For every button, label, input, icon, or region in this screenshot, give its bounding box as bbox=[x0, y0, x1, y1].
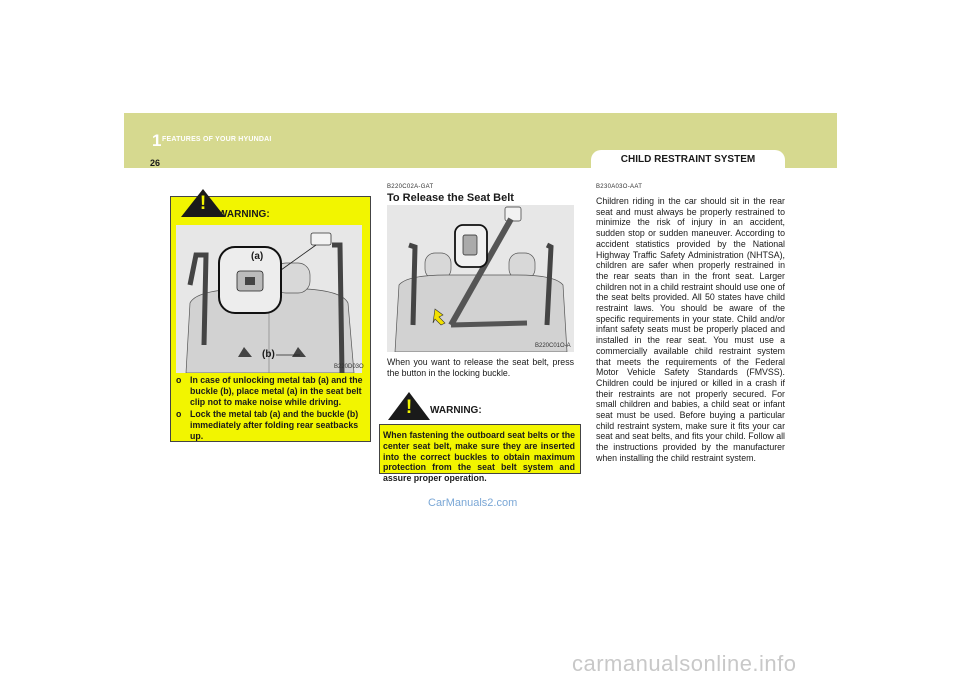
watermark-top: CarManuals2.com bbox=[428, 497, 518, 509]
list-item bbox=[176, 409, 366, 443]
middle-warning-text: When fastening the outboard seat belts or the center seat belt, make sure they are inserted into the correct buckles to obtain maximum protection from the seat belt system and assure proper operation. bbox=[383, 430, 575, 484]
list-bullet: o bbox=[176, 375, 182, 385]
left-warning-list bbox=[176, 375, 366, 442]
list-item-text: In case of unlocking metal tab (a) and the buckle (b), place metal (a) in the seat belt clip not to make noise while driving. bbox=[190, 375, 363, 408]
list-item-text: Lock the metal tab (a) and the buckle (b) immediately after folding rear seatbacks up. bbox=[190, 408, 359, 442]
section-title: CHILD RESTRAINT SYSTEM bbox=[591, 150, 785, 170]
warning-exclamation-icon: ! bbox=[405, 397, 413, 418]
figure-code: B220C01O-A bbox=[535, 343, 571, 349]
left-warning-title: WARNING: bbox=[218, 209, 270, 220]
section-code: B230A03O-AAT bbox=[596, 184, 643, 190]
figure-label-b: (b) bbox=[262, 349, 275, 360]
chapter-title: FEATURES OF YOUR HYUNDAI bbox=[162, 136, 272, 143]
seat-belt-release-figure bbox=[387, 205, 574, 352]
list-item bbox=[176, 375, 366, 409]
section-code: B220C02A-GAT bbox=[387, 184, 434, 190]
section-heading: To Release the Seat Belt bbox=[387, 192, 514, 204]
figure-code: B220D03O bbox=[334, 364, 364, 370]
middle-warning-title: WARNING: bbox=[430, 405, 482, 416]
warning-exclamation-icon: ! bbox=[199, 193, 207, 214]
chapter-number: 1 bbox=[152, 131, 162, 150]
figure-label-a: (a) bbox=[251, 251, 264, 262]
child-restraint-paragraph: Children riding in the car should sit in the rear seat and must always be properly restrained to minimize the risk of injury in an accident, sudden stop or sudden maneuver. According to accident statistics provided by the National Highway Traffic Safety Administration (NHTSA), children are safer when properly restrained in the rear seats than in the front seat. Larger children not in a child restraint should use one of the seat belts provided. All 50 states have child restraint laws. You should be aware of the specific requirements in your state. Child and/or infant safety seats must be properly placed and installed in the rear seat. You must use a commercially available child restraint system that meets the requirements of the Federal Motor Vehicle Safety Standards (FMVSS). Children could be injured or killed in a crash if their restraints are not properly secured. For small children and babies, a child seat or infant seat must be used. Before buying a particular child restraint system, make sure it fits your car seat and seat belts, and fits your child. Follow all the instructions provided by the manufacturer when installing the child restraint system. bbox=[596, 196, 785, 463]
release-paragraph: When you want to release the seat belt, press the button in the locking buckle. bbox=[387, 357, 574, 378]
page-number: 26 bbox=[150, 158, 161, 168]
list-bullet: o bbox=[176, 408, 182, 419]
watermark-bottom: carmanualsonline.info bbox=[572, 651, 797, 676]
